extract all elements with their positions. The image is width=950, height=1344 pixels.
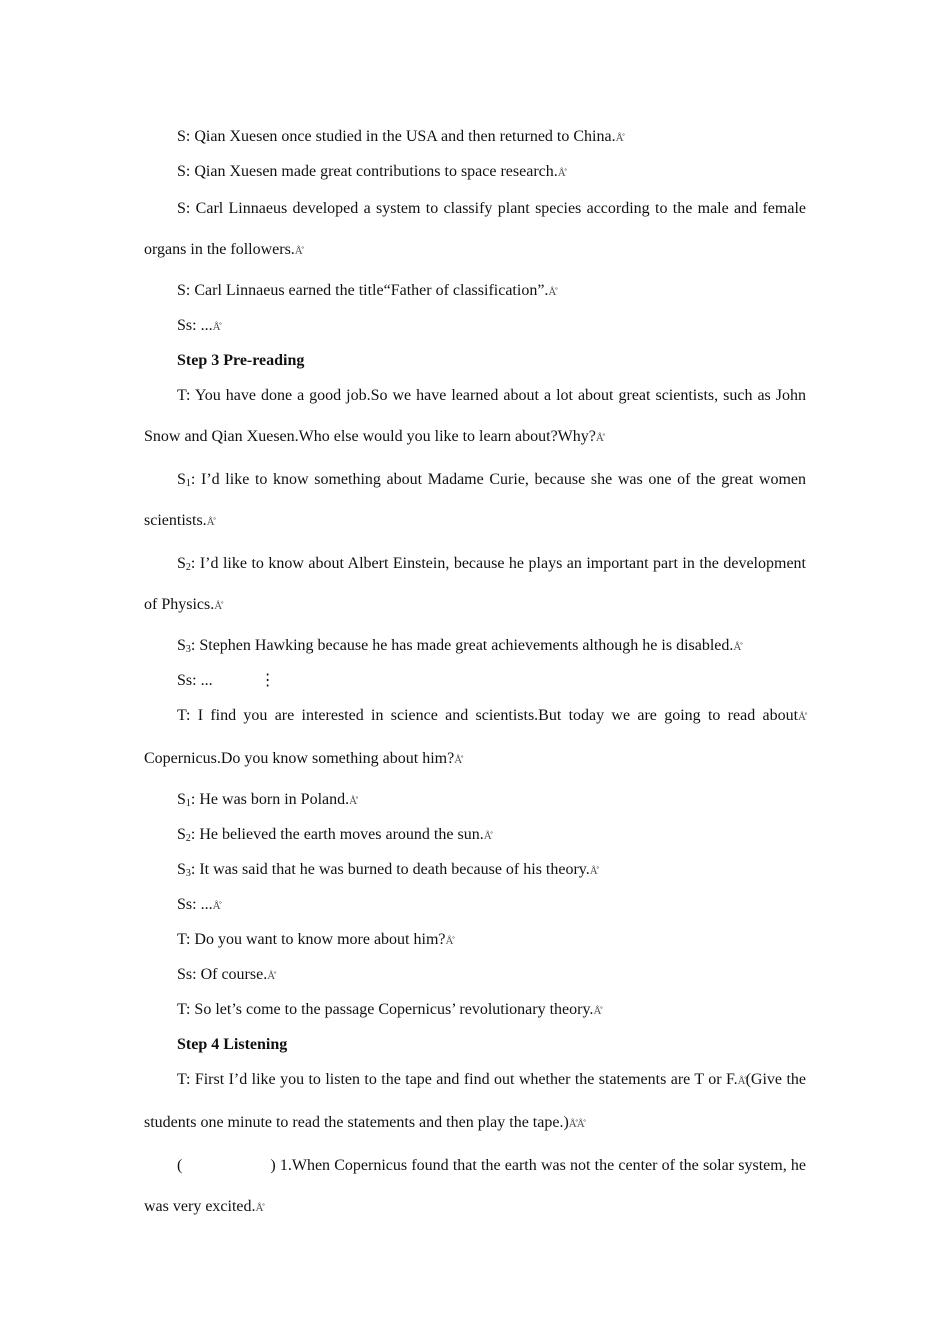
paragraph-text: Ss: ... bbox=[177, 317, 213, 334]
paragraph-text: : He believed the earth moves around the sun. bbox=[190, 826, 484, 843]
paragraph bbox=[144, 851, 806, 890]
paragraph-mark: Å̊ bbox=[214, 600, 223, 612]
paragraph bbox=[144, 118, 806, 157]
paragraph-text: S: Qian Xuesen made great contributions to space research. bbox=[177, 163, 558, 180]
paragraph-mark: Å̊ bbox=[483, 830, 492, 842]
paragraph-text-continued: (Give the students one minute to read the statements and then play the tape.) bbox=[144, 1071, 806, 1131]
paragraph bbox=[144, 153, 806, 192]
paragraph-text-continued: Copernicus.Do you know something about him? bbox=[144, 750, 455, 767]
paragraph-mark: Å̊ bbox=[595, 432, 604, 444]
paragraph-text: S: Carl Linnaeus developed a system to classify plant species according to the male and female organs in the followers. bbox=[144, 200, 806, 258]
paragraph bbox=[144, 886, 806, 925]
paragraph-text: S: Carl Linnaeus earned the title“Father of classification”. bbox=[177, 282, 549, 299]
paragraph bbox=[144, 781, 806, 820]
paragraph-text: : Stephen Hawking because he has made great achievements although he is disabled. bbox=[190, 637, 734, 654]
speaker: S bbox=[177, 555, 186, 572]
speaker-number: 2 bbox=[185, 562, 191, 573]
paragraph bbox=[144, 627, 806, 666]
step-heading bbox=[144, 342, 806, 379]
paragraph-mark: Å̊ bbox=[267, 970, 276, 982]
document-page bbox=[144, 118, 806, 1229]
speaker-number: 3 bbox=[185, 868, 191, 879]
paragraph-mark: Å̊ bbox=[294, 245, 303, 257]
speaker-number: 1 bbox=[185, 478, 191, 489]
paragraph bbox=[144, 662, 806, 699]
paragraph-text: Ss: Of course. bbox=[177, 966, 268, 983]
paragraph-text: : I’d like to know about Albert Einstein, because he plays an important part in the development of Physics. bbox=[144, 555, 806, 613]
question-item bbox=[144, 1145, 806, 1229]
paragraph-mark: Å̊ bbox=[454, 754, 463, 766]
vertical-ellipsis: ⋮ bbox=[259, 672, 276, 689]
paragraph bbox=[144, 188, 806, 272]
paragraph-mark: Å̊ bbox=[615, 132, 624, 144]
answer-bracket-open: ( bbox=[177, 1157, 183, 1174]
paragraph-mark: Å̊ bbox=[798, 711, 806, 723]
paragraph-text: Ss: ... bbox=[177, 896, 213, 913]
paragraph-text: T: So let’s come to the passage Copernicus’ revolutionary theory. bbox=[177, 1001, 594, 1018]
paragraph bbox=[144, 956, 806, 995]
paragraph-mark: Å̊ bbox=[733, 641, 742, 653]
paragraph bbox=[144, 375, 806, 459]
paragraph-text: Ss: ... bbox=[177, 672, 213, 689]
speaker: S bbox=[177, 471, 186, 488]
paragraph bbox=[144, 991, 806, 1030]
speaker: S bbox=[177, 637, 186, 654]
paragraph-mark: Å̊ bbox=[589, 865, 598, 877]
step-heading-text: Step 4 Listening bbox=[177, 1036, 288, 1053]
paragraph-text: T: I find you are interested in science and scientists.But today we are going to read about bbox=[177, 707, 799, 724]
paragraph-text: T: Do you want to know more about him? bbox=[177, 931, 446, 948]
paragraph bbox=[144, 695, 806, 781]
paragraph-text: T: First I’d like you to listen to the tape and find out whether the statements are T or F. bbox=[177, 1071, 738, 1088]
paragraph-mark: Å̊ bbox=[212, 321, 221, 333]
question-text: ) 1.When Copernicus found that the earth was not the center of the solar system, he was very excited. bbox=[144, 1157, 806, 1215]
paragraph bbox=[144, 459, 806, 543]
paragraph bbox=[144, 816, 806, 855]
speaker: S bbox=[177, 791, 186, 808]
step-heading-text: Step 3 Pre-reading bbox=[177, 352, 305, 369]
speaker: S bbox=[177, 861, 186, 878]
paragraph-mark: Å̊ bbox=[445, 935, 454, 947]
paragraph bbox=[144, 921, 806, 960]
paragraph-text: : I’d like to know something about Madame Curie, because she was one of the great women scientists. bbox=[144, 471, 806, 529]
paragraph-text: : He was born in Poland. bbox=[190, 791, 350, 808]
paragraph bbox=[144, 543, 806, 627]
paragraph-text: T: You have done a good job.So we have learned about a lot about great scientists, such as John Snow and Qian Xuesen.Who else would you like to learn about?Why? bbox=[144, 387, 806, 445]
paragraph bbox=[144, 307, 806, 346]
paragraph-text: S: Qian Xuesen once studied in the USA and then returned to China. bbox=[177, 128, 616, 145]
speaker-number: 1 bbox=[185, 798, 191, 809]
paragraph-mark: Å̊ bbox=[212, 900, 221, 912]
speaker-number: 3 bbox=[185, 644, 191, 655]
paragraph-mark: Å̊ bbox=[557, 167, 566, 179]
step-heading bbox=[144, 1026, 806, 1063]
paragraph-mark: Å̊ bbox=[349, 795, 358, 807]
paragraph bbox=[144, 272, 806, 311]
paragraph-mark: Å̊ bbox=[737, 1075, 746, 1087]
paragraph-mark: Å̊Å̊ bbox=[568, 1118, 585, 1130]
paragraph bbox=[144, 1059, 806, 1145]
paragraph-mark: Å̊ bbox=[255, 1202, 264, 1214]
paragraph-mark: Å̊ bbox=[206, 516, 215, 528]
paragraph-mark: Å̊ bbox=[593, 1005, 602, 1017]
paragraph-mark: Å̊ bbox=[548, 286, 557, 298]
speaker: S bbox=[177, 826, 186, 843]
speaker-number: 2 bbox=[185, 833, 191, 844]
paragraph-text: : It was said that he was burned to death because of his theory. bbox=[190, 861, 590, 878]
